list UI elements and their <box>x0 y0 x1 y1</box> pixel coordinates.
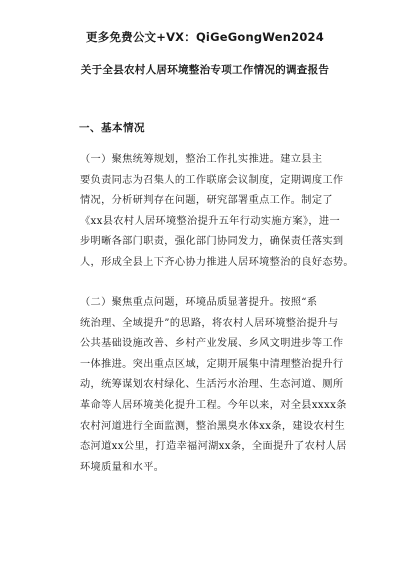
paragraph-line: 动，统筹谋划农村绿化、生活污水治理、生态河道、厕所 <box>80 379 344 391</box>
paragraph-line: 环境质量和水平。 <box>80 461 165 473</box>
paragraph-1 <box>80 150 354 274</box>
paragraph-line: 统治理、全域提升”的思路，将农村人居环境整治提升与 <box>80 317 339 329</box>
paragraph-line: 人，形成全县上下齐心协力推进人居环境整治的良好态势。 <box>80 256 354 268</box>
paragraph-line: 步明晰各部门职责，强化部门协同发力，确保责任落实到 <box>80 236 344 248</box>
paragraph-line: 革命等人居环境美化提升工程。今年以来，对全县xxxx条 <box>80 399 347 411</box>
paragraph-line: 公共基础设施改善、乡村产业发展、乡风文明进步等工作 <box>80 338 344 350</box>
paragraph-line: 农村河道进行全面监测，整治黑臭水体xx条，建设农村生 <box>80 420 346 432</box>
paragraph-line: 一体推进。突出重点区域，定期开展集中清理整治提升行 <box>80 358 344 370</box>
paragraph-line: 态河道xx公里，打造幸福河湖xx条，全面提升了农村人居 <box>80 441 347 453</box>
promo-banner: 更多免费公文+VX：QiGeGongWen2024 <box>86 30 324 44</box>
paragraph-line: 情况，分析研判存在问题，研究部署重点工作。制定了 <box>80 195 333 207</box>
paragraph-line: 要负责同志为召集人的工作联席会议制度，定期调度工作 <box>80 174 344 186</box>
document-title: 关于全县农村人居环境整治专项工作情况的调查报告 <box>80 64 330 76</box>
paragraph-2 <box>80 293 348 478</box>
paragraph-line: 《xx县农村人居环境整治提升五年行动实施方案》，进一 <box>80 215 340 227</box>
paragraph-line: （二）聚焦重点问题，环境品质显著提升。按照“系 <box>80 297 318 308</box>
section-heading: 一、基本情况 <box>79 122 145 134</box>
paragraph-line: （一）聚焦统筹规划，整治工作扎实推进。建立县主 <box>80 154 323 165</box>
